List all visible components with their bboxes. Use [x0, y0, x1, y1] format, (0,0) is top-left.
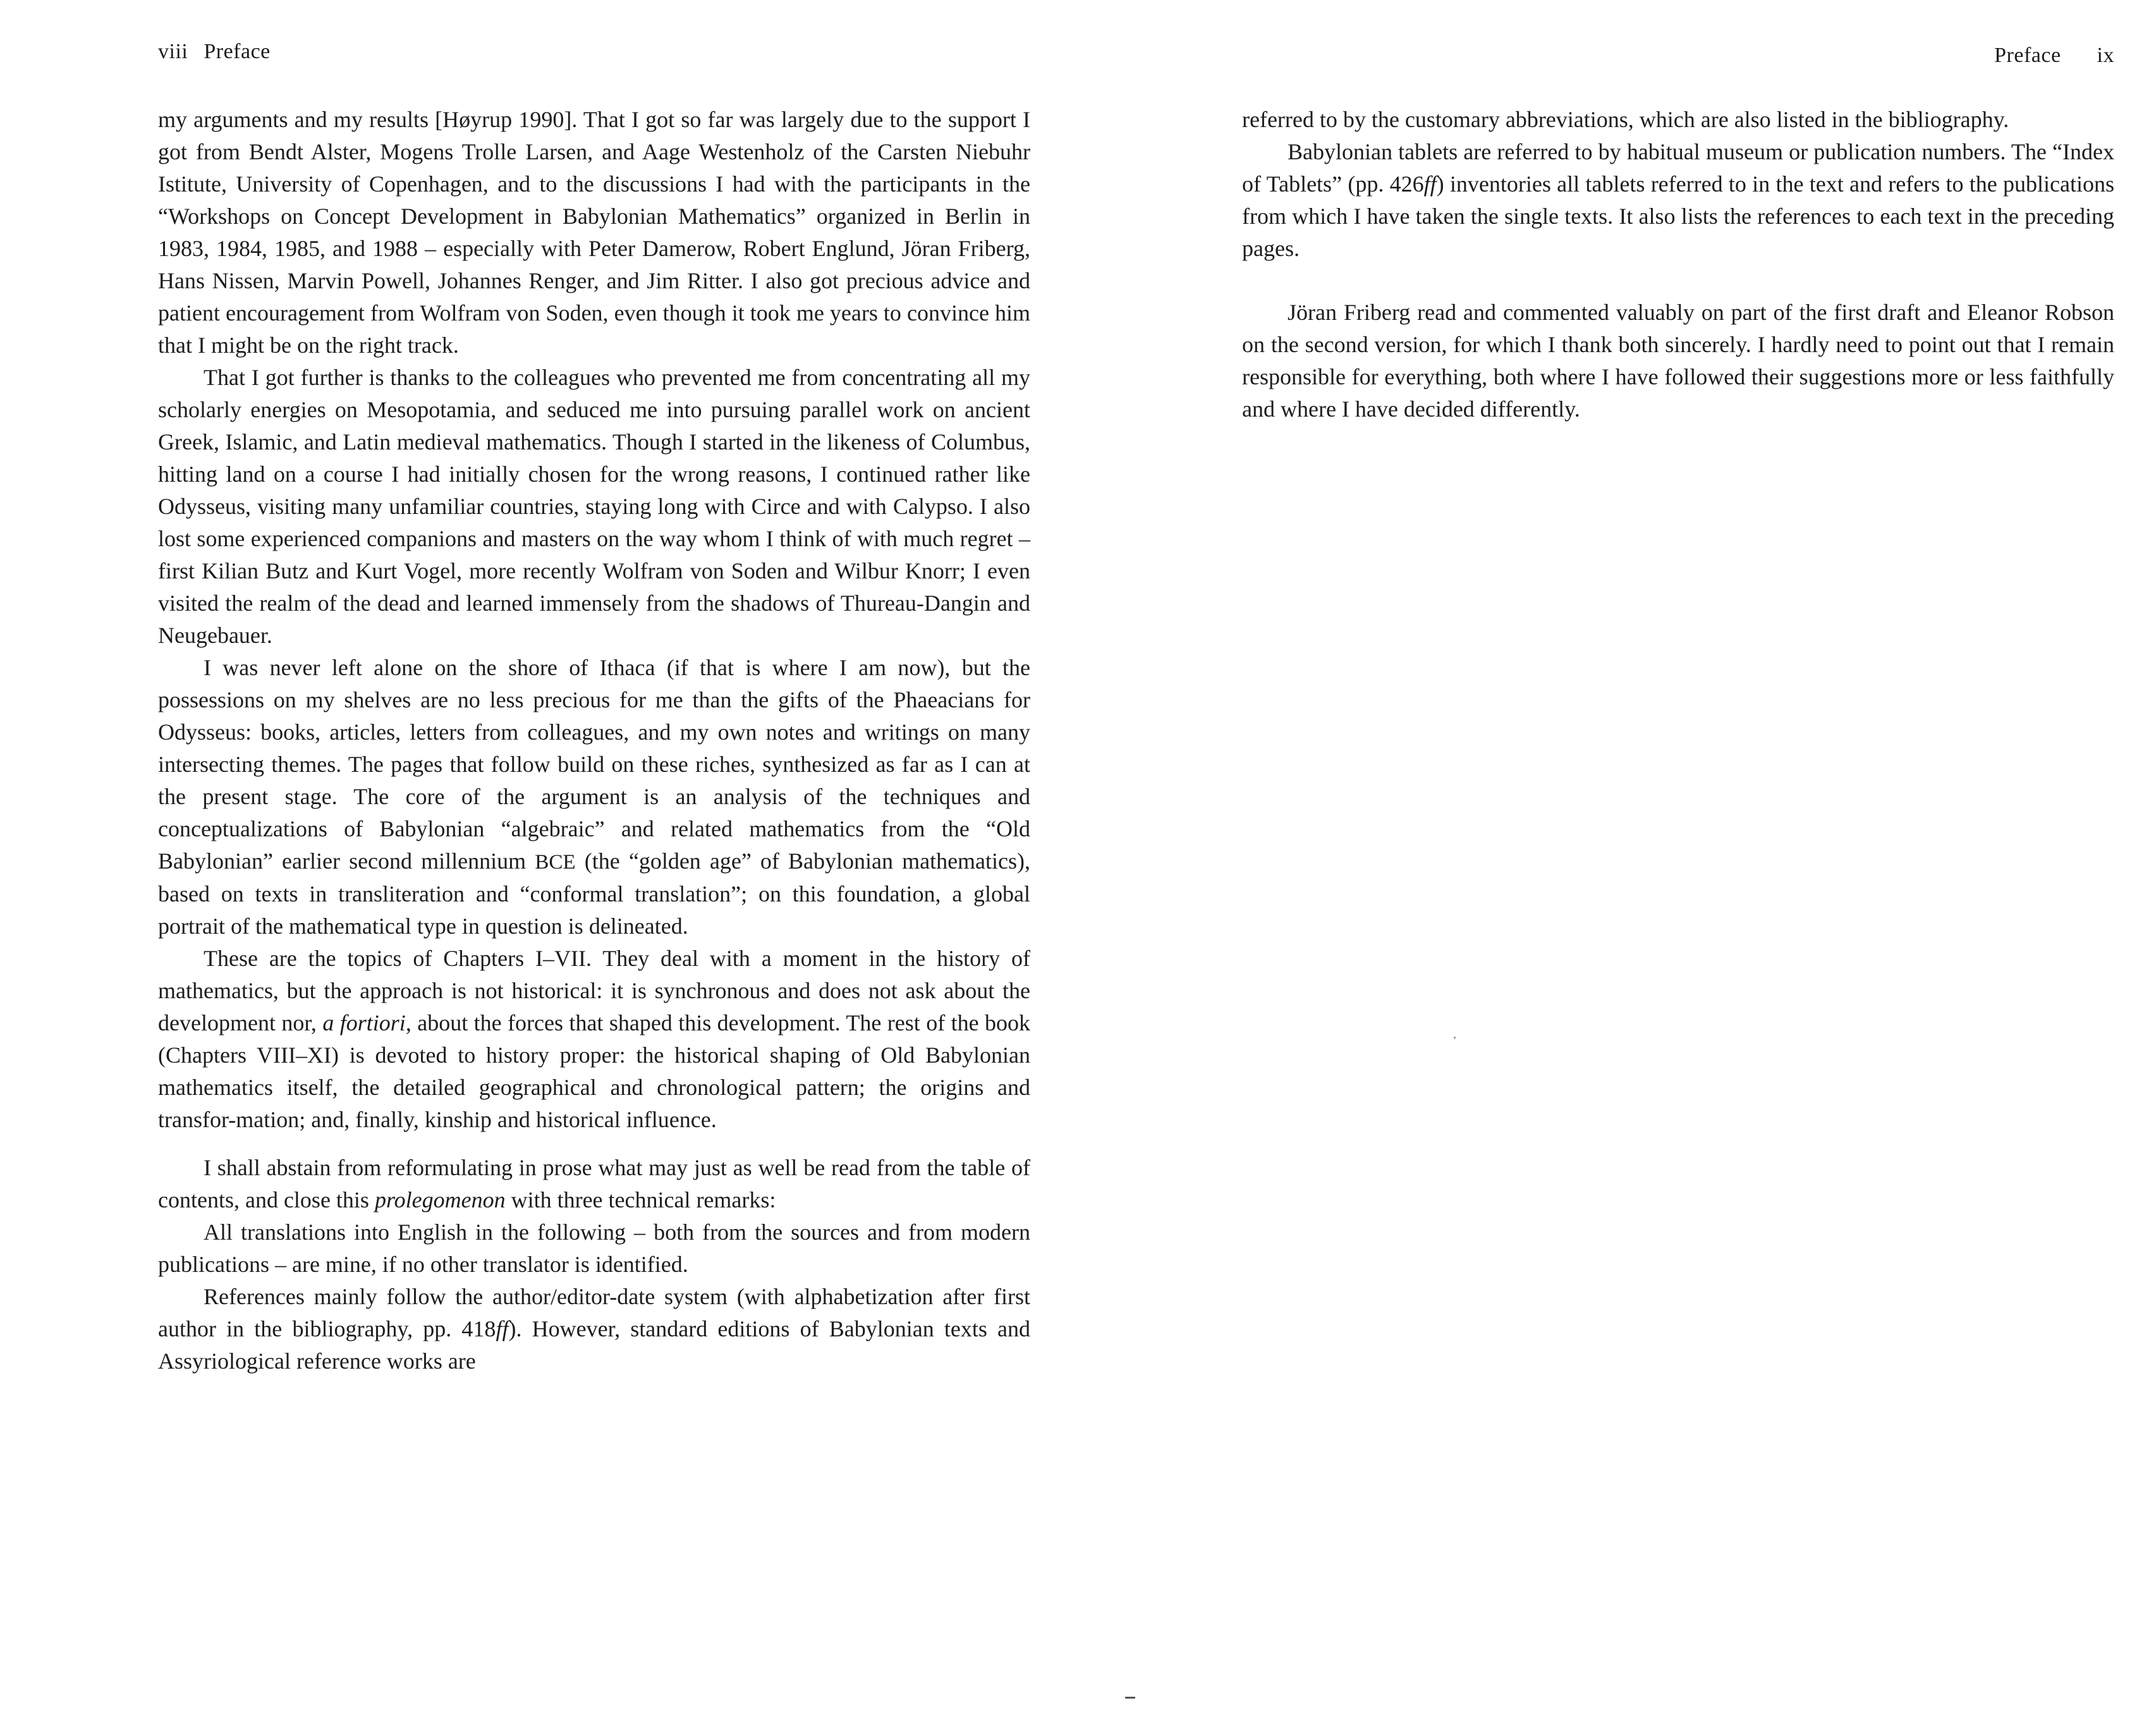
text-run: I was never left alone on the shore of Ithaca (if that is where I am now), but the possessions on my shelves are no less precious for me than the gifts of the Phaeacians for Odysseus: books, articles, letters from colleagues, and my own notes and writings on many intersecting themes. The pages that follow build on these riches, synthesized as far as I can at the present stage. The core of the argument is an analysis of the techniques and conceptualizations of Babylonian “algebraic” and related mathematics from the “Old Babylonian” earlier second millennium — [158, 655, 1030, 874]
italic-phrase: ff — [496, 1316, 509, 1341]
right-body-text — [1242, 104, 2114, 425]
text-run: I shall abstain from reformulating in prose what may just as well be read from the table of contents, and close this — [158, 1155, 1030, 1212]
paragraph: That I got further is thanks to the colleagues who prevented me from concentrating all my scholarly energies on Mesopotamia, and seduced me into pursuing parallel work on ancient Greek, Islamic, and Latin medieval mathematics. Though I started in the likeness of Columbus, hitting land on a course I had initially chosen for the wrong reasons, I continued rather like Odysseus, visiting many unfamiliar countries, staying long with Circe and with Calypso. I also lost some experienced companions and masters on the way whom I think of with much regret – first Kilian Butz and Kurt Vogel, more recently Wolfram von Soden and Wilbur Knorr; I even visited the realm of the dead and learned immensely from the shadows of Thureau-Dangin and Neugebauer. — [158, 365, 1030, 648]
paragraph: All translations into English in the following – both from the sources and from modern publications – are mine, if no other translator is identified. — [158, 1219, 1030, 1277]
text-run: , about the forces that shaped this development. The rest of the book (Chapters VIII–XI) is devoted to history proper: the historical shaping of Old Babylonian mathematics itself, the detailed geographical and chronological pattern; the origins and transfor-mation; and, finally, kinship and historical influence. — [158, 1010, 1031, 1132]
italic-phrase: prolegomenon — [374, 1187, 506, 1212]
running-head-title: Preface — [204, 40, 271, 63]
running-head-title: Preface — [1994, 44, 2061, 67]
paragraph — [158, 1281, 1030, 1377]
paragraph: my arguments and my results [Høyrup 1990]. That I got so far was largely due to the support I got from Bendt Alster, Mogens Trolle Larsen, and Aage Westenholz of the Carsten Niebuhr Istitute, University of Copenhagen, and to the discussions I had with the participants in the “Workshops on Concept Development in Babylonian Mathematics” organized in Berlin in 1983, 1984, 1985, and 1988 – especially with Peter Damerow, Robert Englund, Jöran Friberg, Hans Nissen, Marvin Powell, Johannes Renger, and Jim Ritter. I also got precious advice and patient encouragement from Wolfram von Soden, even though it took me years to convince him that I might be on the right track. — [158, 107, 1030, 358]
text-run: Babylonian tablets are referred to by habitual museum or publication numbers. The “Index of Tablets” (pp. 426 — [1242, 139, 2114, 197]
page-number: ix — [2097, 44, 2114, 67]
paragraph — [158, 1152, 1030, 1216]
paragraph: referred to by the customary abbreviations, which are also listed in the bibliography. — [1242, 107, 2009, 132]
text-run: ). However, standard editions of Babylonian texts and Assyriological reference works are — [158, 1316, 1030, 1374]
text-run: with three technical remarks: — [511, 1187, 776, 1212]
text-run: (the “golden age” of Babylonian mathematics), based on texts in transliteration and “conformal translation”; on this foundation, a global portrait of the mathematical type in question is delineated. — [158, 848, 1031, 939]
scan-speck — [1454, 1037, 1456, 1039]
running-head-right — [1994, 43, 2114, 68]
paragraph — [1242, 136, 2114, 265]
era-abbreviation: BCE — [535, 850, 576, 874]
running-head-left — [158, 39, 271, 64]
left-body-text — [158, 104, 1030, 1377]
text-run: These are the topics of Chapters I–VII. They deal with a moment in the history of mathematics, but the approach is not historical: it is synchronous and does not ask about the development nor, — [158, 946, 1030, 1035]
gutter-mark — [1125, 1697, 1135, 1699]
paragraph — [158, 652, 1030, 943]
paragraph — [158, 943, 1030, 1136]
paragraph: Jöran Friberg read and commented valuably on part of the first draft and Eleanor Robson on the second version, for which I thank both sincerely. I hardly need to point out that I remain responsible for everything, both where I have followed their suggestions more or less faithfully and where I have decided differently. — [1242, 300, 2114, 422]
page-number: viii — [158, 40, 188, 63]
italic-phrase: ff — [1423, 171, 1437, 197]
text-run: References mainly follow the author/editor-date system (with alphabetization after first author in the bibliography, pp. 418 — [158, 1284, 1030, 1341]
italic-phrase: a fortiori — [322, 1010, 406, 1035]
text-run: ) inventories all tablets referred to in the text and refers to the publications from which I have taken the single texts. It also lists the references to each text in the preceding pages. — [1242, 171, 2114, 261]
